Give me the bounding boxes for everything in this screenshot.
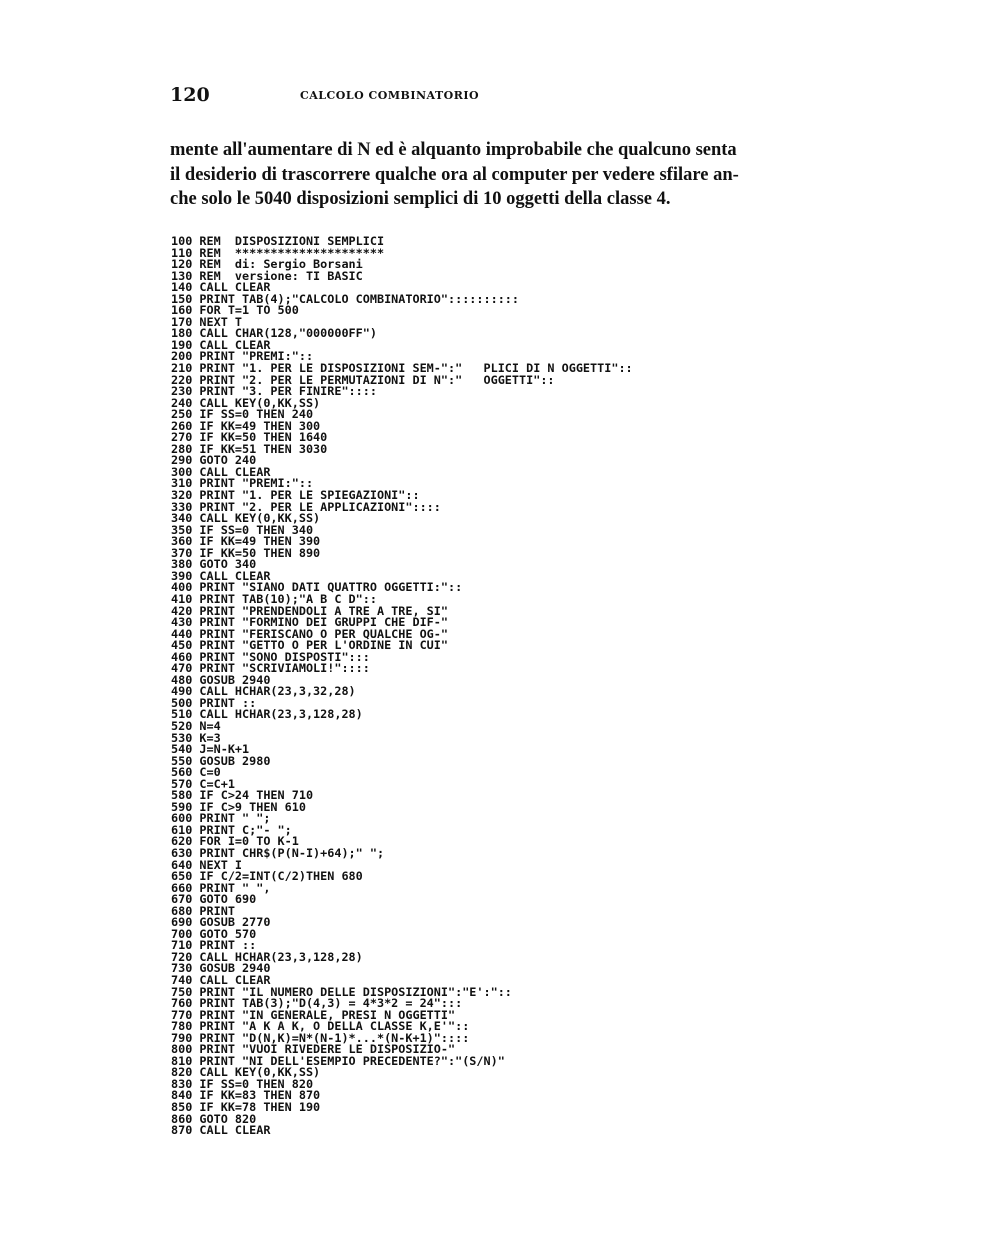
code-line: 500 PRINT ::: [171, 695, 257, 710]
code-line: 280 IF KK=51 THEN 3030: [171, 441, 328, 456]
code-line: 540 J=N-K+1: [171, 742, 250, 757]
code-line: 250 IF SS=0 THEN 240: [171, 407, 314, 422]
code-line: 730 GOSUB 2940: [171, 961, 271, 976]
code-line: 450 PRINT "GETTO O PER L'ORDINE IN CUI": [171, 638, 448, 653]
intro-line: che solo le 5040 disposizioni semplici di 10 oggetti della classe 4.: [170, 189, 671, 209]
code-line: 150 PRINT TAB(4);"CALCOLO COMBINATORIO"::::::::::: [171, 291, 520, 306]
code-line: 710 PRINT ::: [171, 938, 257, 953]
code-line: 160 FOR T=1 TO 500: [171, 303, 299, 318]
code-line: 170 NEXT T: [171, 314, 243, 329]
intro-line: mente all'aumentare di N ed è alquanto improbabile che qualcuno senta: [170, 140, 737, 160]
intro-line: il desiderio di trascorrere qualche ora al computer per vedere sfilare an-: [170, 164, 739, 185]
code-line: 420 PRINT "PRENDENDOLI A TRE A TRE, SI": [171, 603, 448, 618]
code-line: 720 CALL HCHAR(23,3,128,28): [171, 949, 363, 964]
code-line: 360 IF KK=49 THEN 390: [171, 534, 321, 549]
basic-program-listing: [171, 236, 771, 1137]
code-line: 530 K=3: [171, 730, 221, 745]
code-line: 570 C=C+1: [171, 776, 235, 791]
code-line: 770 PRINT "IN GENERALE, PRESI N OGGETTI": [171, 1007, 456, 1022]
code-line: 140 CALL CLEAR: [171, 280, 271, 295]
code-line: 520 N=4: [171, 718, 221, 733]
code-line: 230 PRINT "3. PER FINIRE"::::: [171, 384, 377, 399]
code-line: 550 GOSUB 2980: [171, 753, 271, 768]
code-line: 630 PRINT CHR$(P(N-I)+64);" ";: [171, 845, 385, 860]
code-line: 690 GOSUB 2770: [171, 915, 271, 930]
code-line: 790 PRINT "D(N,K)=N*(N-1)*...*(N-K+1)"::::: [171, 1030, 470, 1045]
code-line: 110 REM *********************: [171, 245, 385, 260]
code-line: 440 PRINT "FERISCANO O PER QUALCHE OG-": [171, 626, 448, 641]
code-line: 490 CALL HCHAR(23,3,32,28): [171, 684, 356, 699]
page-header: [170, 84, 730, 110]
code-line: 640 NEXT I: [171, 857, 243, 872]
code-line: 600 PRINT " ";: [171, 811, 271, 826]
code-line: 830 IF SS=0 THEN 820: [171, 1076, 314, 1091]
code-line: 680 PRINT: [171, 903, 235, 918]
code-line: 510 CALL HCHAR(23,3,128,28): [171, 707, 363, 722]
code-line: 870 CALL CLEAR: [171, 1123, 271, 1138]
code-line: 310 PRINT "PREMI:"::: [171, 476, 314, 491]
code-line: 410 PRINT TAB(10);"A B C D"::: [171, 591, 377, 606]
code-line: 100 REM DISPOSIZIONI SEMPLICI: [171, 234, 385, 248]
code-line: 200 PRINT "PREMI:"::: [171, 349, 314, 364]
code-line: 260 IF KK=49 THEN 300: [171, 418, 321, 433]
code-line: 700 GOTO 570: [171, 926, 257, 941]
code-line: 350 IF SS=0 THEN 340: [171, 522, 314, 537]
code-line: 760 PRINT TAB(3);"D(4,3) = 4*3*2 = 24":::: [171, 996, 463, 1011]
code-line: 210 PRINT "1. PER LE DISPOSIZIONI SEM-":" PLICI DI N OGGETTI"::: [171, 361, 633, 376]
code-line: 320 PRINT "1. PER LE SPIEGAZIONI"::: [171, 488, 420, 503]
code-line: 400 PRINT "SIANO DATI QUATTRO OGGETTI:"::: [171, 580, 463, 595]
code-line: 430 PRINT "FORMINO DEI GRUPPI CHE DIF-": [171, 615, 448, 630]
code-line: 620 FOR I=0 TO K-1: [171, 834, 299, 849]
code-line: 750 PRINT "IL NUMERO DELLE DISPOSIZIONI":"E':"::: [171, 984, 512, 999]
code-line: 480 GOSUB 2940: [171, 672, 271, 687]
code-line: 580 IF C>24 THEN 710: [171, 788, 314, 803]
code-line: 460 PRINT "SONO DISPOSTI":::: [171, 649, 370, 664]
code-line: 190 CALL CLEAR: [171, 337, 271, 352]
code-line: 650 IF C/2=INT(C/2)THEN 680: [171, 869, 363, 884]
code-line: 470 PRINT "SCRIVIAMOLI!"::::: [171, 661, 370, 676]
code-line: 820 CALL KEY(0,KK,SS): [171, 1065, 321, 1080]
code-line: 560 C=0: [171, 765, 221, 780]
code-line: 850 IF KK=78 THEN 190: [171, 1100, 321, 1115]
code-line: 370 IF KK=50 THEN 890: [171, 545, 321, 560]
code-line: 660 PRINT " ",: [171, 880, 271, 895]
code-line: 180 CALL CHAR(128,"000000FF"): [171, 326, 377, 341]
code-line: 340 CALL KEY(0,KK,SS): [171, 511, 321, 526]
code-line: 120 REM di: Sergio Borsani: [171, 257, 363, 272]
code-line: 240 CALL KEY(0,KK,SS): [171, 395, 321, 410]
code-line: 130 REM versione: TI BASIC: [171, 268, 363, 283]
code-line: 780 PRINT "A K A K, O DELLA CLASSE K,E'"::: [171, 1019, 470, 1034]
code-line: 610 PRINT C;"- ";: [171, 822, 292, 837]
code-line: 290 GOTO 240: [171, 453, 257, 468]
code-line: 840 IF KK=83 THEN 870: [171, 1088, 321, 1103]
code-line: 810 PRINT "NI DELL'ESEMPIO PRECEDENTE?":"(S/N)": [171, 1053, 505, 1068]
code-line: 270 IF KK=50 THEN 1640: [171, 430, 328, 445]
code-line: 300 CALL CLEAR: [171, 464, 271, 479]
code-line: 330 PRINT "2. PER LE APPLICAZIONI"::::: [171, 499, 441, 514]
code-line: 670 GOTO 690: [171, 892, 257, 907]
code-line: 740 CALL CLEAR: [171, 973, 271, 987]
running-title: CALCOLO COMBINATORIO: [300, 89, 480, 102]
code-line: 220 PRINT "2. PER LE PERMUTAZIONI DI N":" OGGETTI"::: [171, 372, 555, 387]
code-line: 390 CALL CLEAR: [171, 568, 271, 583]
intro-paragraph: [170, 138, 739, 212]
code-line: 800 PRINT "VUOI RIVEDERE LE DISPOSIZIO-": [171, 1042, 456, 1057]
page-number: 120: [170, 84, 210, 106]
code-line: 860 GOTO 820: [171, 1111, 257, 1126]
code-line: 590 IF C>9 THEN 610: [171, 799, 306, 814]
code-line: 380 GOTO 340: [171, 557, 257, 572]
